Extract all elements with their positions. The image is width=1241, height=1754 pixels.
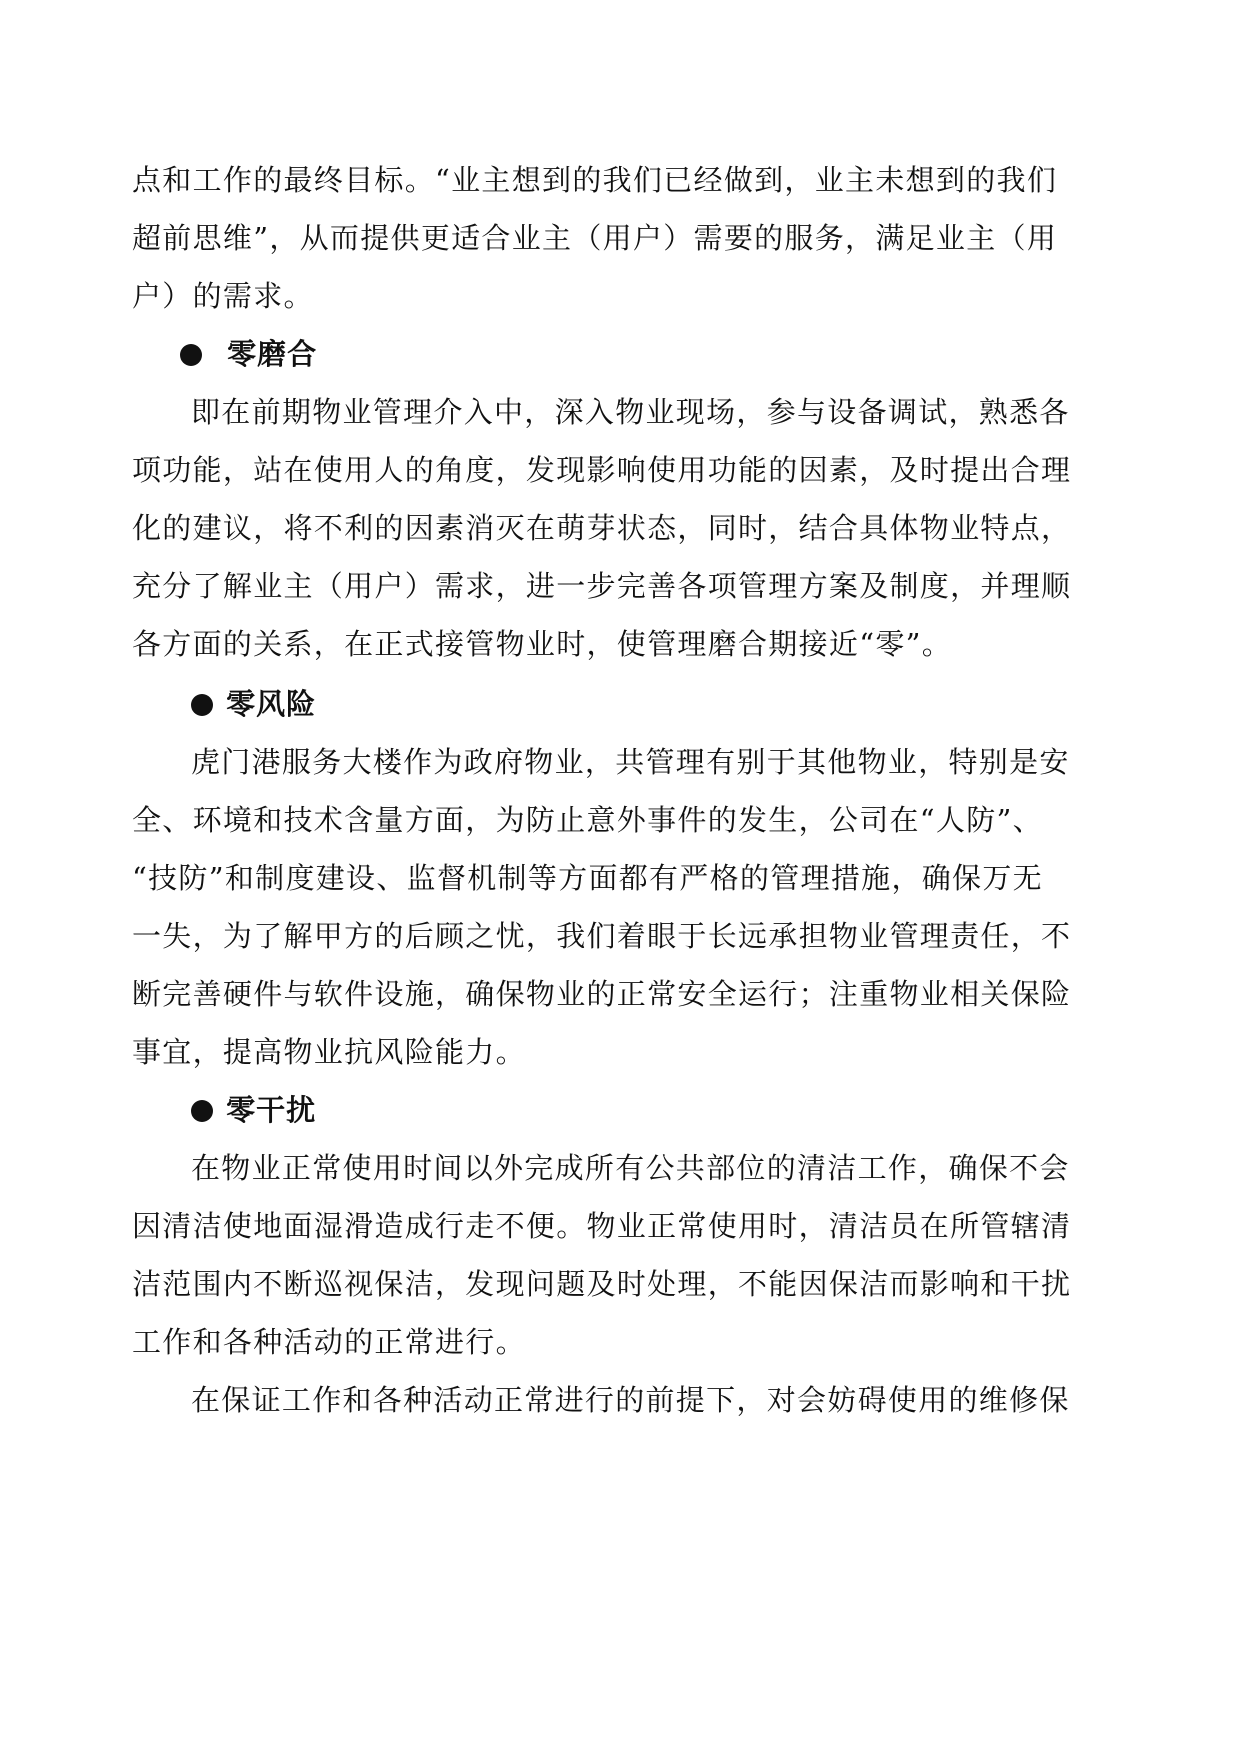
zero-interference-line-3: 洁范围内不断巡视保洁，发现问题及时处理，不能因保洁而影响和干扰 <box>132 1267 1072 1301</box>
heading-zero-risk <box>191 684 316 724</box>
zero-risk-line-4: 一失，为了解甲方的后顾之忧，我们着眼于长远承担物业管理责任，不 <box>132 919 1072 953</box>
heading-zero-risk-label: 零风险 <box>226 687 317 721</box>
zero-interference-line-2: 因清洁使地面湿滑造成行走不便。物业正常使用时，清洁员在所管辖清 <box>132 1209 1072 1243</box>
bullet-icon <box>191 694 213 716</box>
zero-interference-line-1: 在物业正常使用时间以外完成所有公共部位的清洁工作，确保不会 <box>191 1151 1070 1185</box>
zero-fit-line-1: 即在前期物业管理介入中，深入物业现场，参与设备调试，熟悉各 <box>191 395 1070 429</box>
zero-fit-line-4: 充分了解业主（用户）需求，进一步完善各项管理方案及制度，并理顺 <box>132 569 1072 603</box>
zero-risk-line-6: 事宜，提高物业抗风险能力。 <box>132 1035 526 1069</box>
zero-fit-line-2: 项功能，站在使用人的角度，发现影响使用功能的因素，及时提出合理 <box>132 453 1072 487</box>
heading-zero-interference <box>191 1090 316 1130</box>
heading-zero-fit-label: 零磨合 <box>227 337 318 371</box>
zero-risk-line-5: 断完善硬件与软件设施，确保物业的正常安全运行；注重物业相关保险 <box>132 977 1072 1011</box>
zero-fit-line-5: 各方面的关系，在正式接管物业时，使管理磨合期接近“零”。 <box>132 627 953 661</box>
heading-zero-fit <box>180 334 317 374</box>
zero-risk-line-2: 全、环境和技术含量方面，为防止意外事件的发生，公司在“人防”、 <box>132 803 1043 837</box>
bullet-icon <box>191 1100 213 1122</box>
bullet-icon <box>180 344 202 366</box>
zero-risk-line-3: “技防”和制度建设、监督机制等方面都有严格的管理措施，确保万无 <box>132 861 1043 895</box>
last-paragraph-line-1: 在保证工作和各种活动正常进行的前提下，对会妨碍使用的维修保 <box>191 1383 1070 1417</box>
intro-line-2: 超前思维”，从而提供更适合业主（用户）需要的服务，满足业主（用 <box>132 221 1058 255</box>
intro-line-3: 户）的需求。 <box>132 279 314 313</box>
heading-zero-interference-label: 零干扰 <box>226 1093 317 1127</box>
zero-fit-line-3: 化的建议，将不利的因素消灭在萌芽状态，同时，结合具体物业特点， <box>132 511 1072 545</box>
zero-interference-line-4: 工作和各种活动的正常进行。 <box>132 1325 526 1359</box>
zero-risk-line-1: 虎门港服务大楼作为政府物业，共管理有别于其他物业，特别是安 <box>191 745 1070 779</box>
intro-line-1: 点和工作的最终目标。“业主想到的我们已经做到，业主未想到的我们 <box>132 163 1058 197</box>
